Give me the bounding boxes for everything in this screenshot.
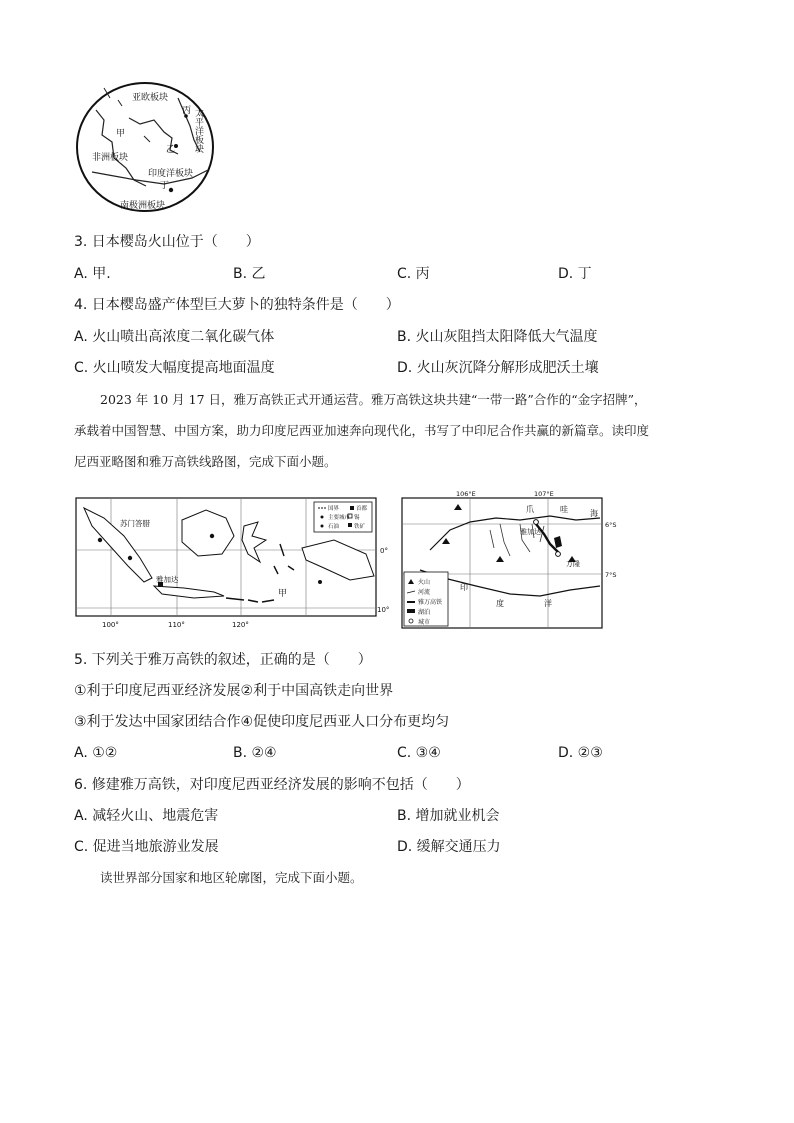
label-yi: 乙 [166,145,176,155]
railway-map [400,490,622,632]
legend-boundary: 国界 [328,506,340,512]
label-yin: 印 [460,583,468,592]
passage1-line3: 尼西亚略图和雅万高铁线路图，完成下面小题。 [74,454,337,469]
lat-tick-6: 6°S [605,521,617,529]
legend-city-dot [321,516,324,519]
q5-option-b[interactable]: B. ②④ [233,745,277,761]
q4-option-a[interactable]: A. 火山喷出高浓度二氧化碳气体 [74,329,275,345]
q3-option-a[interactable]: A. 甲. [74,266,111,282]
q4-option-d[interactable]: D. 火山灰沉降分解形成肥沃土壤 [397,360,599,376]
legend-oil: 石油 [328,524,340,530]
q3-option-d[interactable]: D. 丁 [558,266,592,282]
lon-tick-106: 106°E [456,490,476,498]
legend-railway: 雅万高铁 [418,599,443,606]
label-sumatra: 苏门答腊 [120,519,150,528]
lon-tick-120: 120° [232,621,249,629]
passage2-line1: 读世界部分国家和地区轮廓图，完成下面小题。 [100,870,363,885]
label-wa: 哇 [560,505,568,514]
question-4-stem: 4. 日本樱岛盛产体型巨大萝卜的独特条件是（ ） [74,297,400,313]
label-sea: 海 [590,509,598,518]
legend-lake: 湖泊 [418,609,431,616]
label-jakarta: 雅加达 [156,575,179,584]
oil-symbol [98,538,102,542]
legend-city: 城市 [418,619,431,626]
lat-tick-7: 7°S [605,571,617,579]
q3-option-b[interactable]: B. 乙 [233,266,266,282]
label-bing: 丙 [182,106,192,116]
label-jia-indonesia: 甲 [278,589,288,599]
legend-metal: 锡 [354,515,360,521]
lon-tick-100: 100° [102,621,119,629]
legend-capital: 首都 [356,506,368,512]
label-yang: 洋 [544,599,552,608]
ore-symbol [128,556,132,560]
question-3-stem: 3. 日本樱岛火山位于（ ） [74,234,260,250]
legend-ore-square [348,523,352,527]
passage1-line2: 承载着中国智慧、中国方案，助力印度尼西亚加速奔向现代化，书写了中印尼合作共赢的新篇章。读印度 [74,423,650,438]
legend-oil-dot [321,525,324,528]
mine-symbol [318,580,322,584]
q3-option-c[interactable]: C. 丙 [397,266,430,282]
legend-city-symbol [409,619,413,623]
legend-major-city: 主要城市 [328,515,351,521]
q5-option-c[interactable]: C. ③④ [397,745,441,761]
legend-capital-square [350,506,354,510]
lat-tick-0: 0° [380,547,388,555]
q5-statements-line1: ①利于印度尼西亚经济发展②利于中国高铁走向世界 [74,683,394,699]
label-zhua: 爪 [526,505,534,514]
label-eurasian: 亚欧板块 [132,93,169,103]
q6-option-c[interactable]: C. 促进当地旅游业发展 [74,839,219,855]
point-ding [169,188,173,192]
question-5-stem: 5. 下列关于雅万高铁的叙述，正确的是（ ） [74,652,372,668]
label-jia: 甲 [116,129,126,139]
lat-tick-10: 10° [377,606,390,614]
indonesia-map [74,496,394,632]
legend-lake-symbol [407,609,415,613]
q5-option-d[interactable]: D. ②③ [558,745,603,761]
plate-globe-figure [74,80,216,214]
q5-statements-line2: ③利于发达中国家团结合作④促使印度尼西亚人口分布更均匀 [74,714,450,730]
q6-option-b[interactable]: B. 增加就业机会 [397,808,500,824]
question-6-stem: 6. 修建雅万高铁，对印度尼西亚经济发展的影响不包括（ ） [74,777,470,793]
q4-option-c[interactable]: C. 火山喷发大幅度提高地面温度 [74,360,275,376]
q6-option-a[interactable]: A. 减轻火山、地震危害 [74,808,219,824]
legend-river: 河流 [418,589,431,596]
passage1-line1: 2023 年 10 月 17 日，雅万高铁正式开通运营。雅万高铁这块共建“一带一路”合作的“金字招牌”， [100,392,647,407]
q4-option-b[interactable]: B. 火山灰阻挡太阳降低大气温度 [397,329,598,345]
label-indian-ocean: 印度洋板块 [148,169,194,179]
q6-option-d[interactable]: D. 缓解交通压力 [397,839,501,855]
oil-symbol-borneo [210,534,214,538]
label-ding: 丁 [160,181,170,191]
label-du: 度 [496,599,504,608]
q5-option-a[interactable]: A. ①② [74,745,118,761]
label-jakarta-railway: 雅加达 [520,528,541,536]
city-jakarta [534,520,539,525]
label-antarctic: 南极洲板块 [120,201,166,211]
label-african: 非洲板块 [92,153,129,163]
label-bandung: 万隆 [566,560,580,568]
lon-tick-110: 110° [168,621,185,629]
city-bandung [556,552,561,557]
label-pacific: 太平洋板块 [193,108,203,153]
legend-ore: 铁矿 [354,524,366,530]
legend-volcano: 火山 [418,579,431,586]
lon-tick-107: 107°E [534,490,554,498]
